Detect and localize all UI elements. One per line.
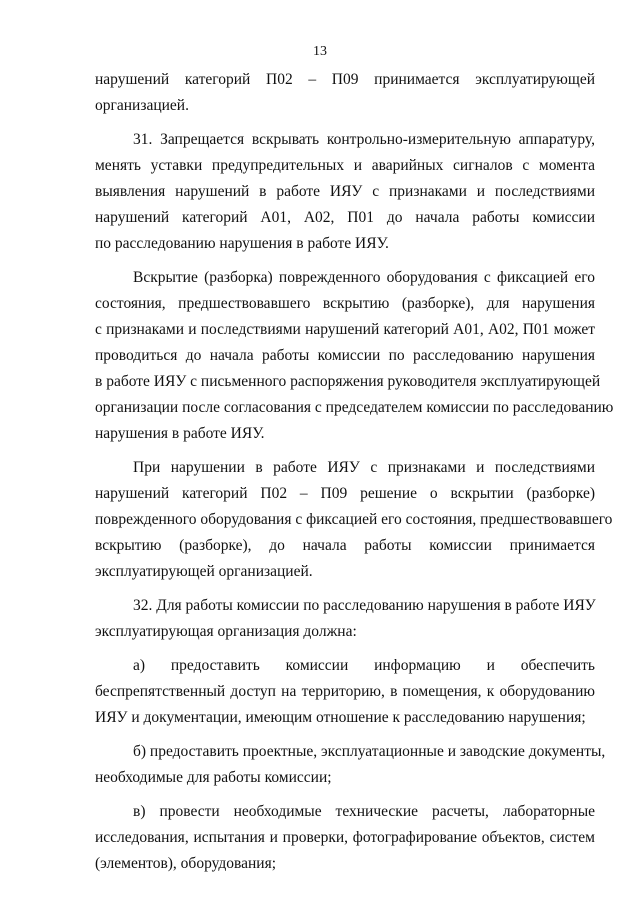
text-line: ИЯУ и документации, имеющим отношение к расследованию нарушения;	[95, 709, 586, 726]
text-line: по расследованию нарушения в работе ИЯУ.	[95, 235, 389, 252]
text-line: нарушения в работе ИЯУ.	[95, 425, 265, 442]
paragraph-decision	[95, 455, 613, 585]
text-line: в) провести необходимые технические расчеты, лабораторные	[133, 803, 595, 820]
text-line: необходимые для работы комиссии;	[95, 769, 332, 786]
paragraph-31	[95, 127, 595, 257]
text-line: Вскрытие (разборка) поврежденного оборудования с фиксацией его	[133, 269, 595, 286]
text-line: менять уставки предупредительных и аварийных сигналов с момента	[95, 157, 595, 174]
page-number: 13	[313, 44, 327, 59]
text-line: проводиться до начала работы комиссии по расследованию нарушения	[95, 347, 595, 364]
text-line: б) предоставить проектные, эксплуатационные и заводские документы,	[133, 743, 606, 760]
text-line: нарушений категорий А01, А02, П01 до начала работы комиссии	[95, 209, 595, 226]
text-line: беспрепятственный доступ на территорию, в помещения, к оборудованию	[95, 683, 595, 700]
text-line: состояния, предшествовавшего вскрытию (разборке), для нарушения	[95, 295, 595, 312]
text-line: поврежденного оборудования с фиксацией его состояния, предшествовавшего	[95, 511, 613, 528]
list-item-c	[95, 799, 595, 877]
text-line: а) предоставить комиссии информацию и обеспечить	[133, 657, 595, 674]
text-line: нарушений категорий П02 – П09 решение о вскрытии (разборке)	[95, 485, 595, 502]
text-line: с признаками и последствиями нарушений категорий А01, А02, П01 может	[95, 321, 595, 338]
text-line: организацией.	[95, 97, 189, 114]
paragraph-32	[95, 593, 595, 645]
paragraph-continuation	[95, 67, 595, 119]
text-line: нарушений категорий П02 – П09 принимается эксплуатирующей	[95, 71, 595, 88]
list-item-a	[95, 653, 595, 731]
document-body	[95, 67, 614, 885]
text-line: в работе ИЯУ с письменного распоряжения руководителя эксплуатирующей	[95, 373, 601, 390]
text-line: эксплуатирующая организация должна:	[95, 623, 357, 640]
text-line: эксплуатирующей организацией.	[95, 563, 313, 580]
text-line: вскрытию (разборке), до начала работы комиссии принимается	[95, 537, 595, 554]
text-line: (элементов), оборудования;	[95, 855, 277, 872]
text-line: 31. Запрещается вскрывать контрольно-измерительную аппаратуру,	[133, 131, 595, 148]
text-line: выявления нарушений в работе ИЯУ с признаками и последствиями	[95, 183, 595, 200]
text-line: 32. Для работы комиссии по расследованию нарушения в работе ИЯУ	[133, 597, 596, 614]
text-line: При нарушении в работе ИЯУ с признаками и последствиями	[133, 459, 595, 476]
paragraph-opening	[95, 265, 614, 447]
text-line: исследования, испытания и проверки, фотографирование объектов, систем	[95, 829, 595, 846]
text-line: организации после согласования с председателем комиссии по расследованию	[95, 399, 614, 416]
list-item-b	[95, 739, 606, 791]
